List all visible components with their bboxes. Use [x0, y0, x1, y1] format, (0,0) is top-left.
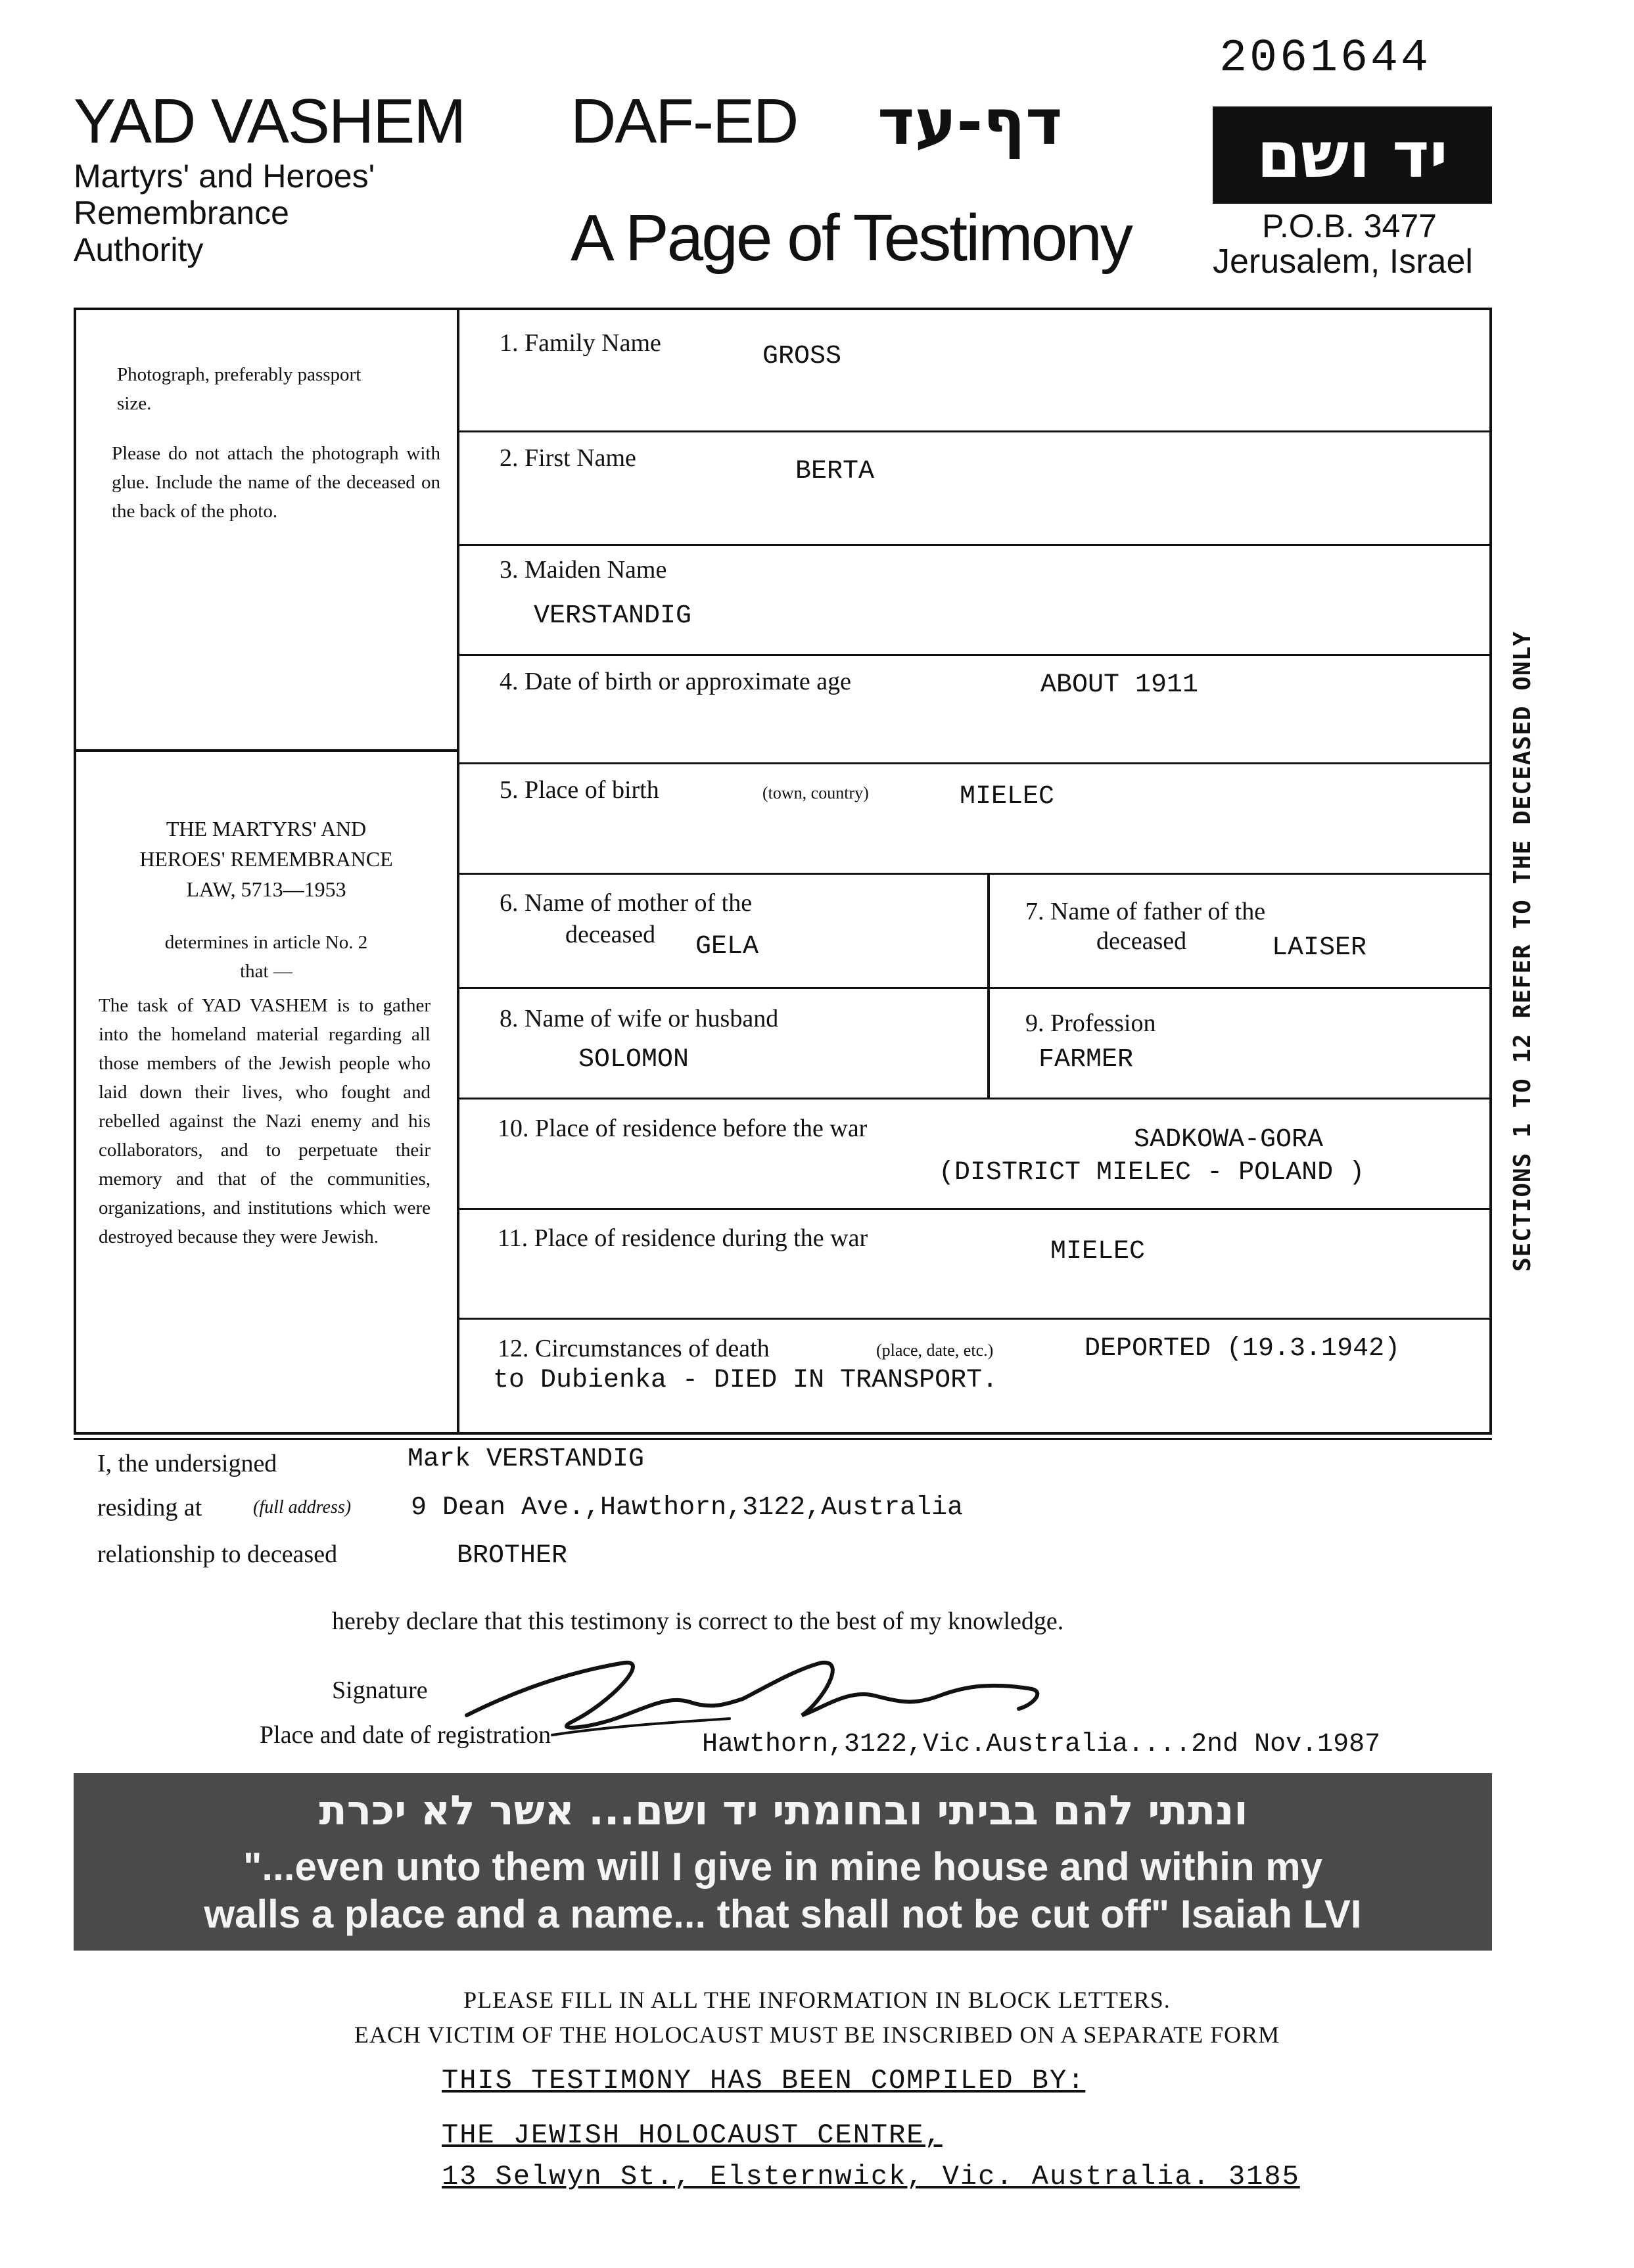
compiler-organization: THE JEWISH HOLOCAUST CENTRE,: [442, 2119, 943, 2151]
city-address: Jerusalem, Israel: [1213, 243, 1473, 281]
undersigned-label: I, the undersigned: [97, 1450, 277, 1477]
row-split-divider: [987, 873, 990, 1098]
row-divider: [458, 654, 1492, 656]
family-name-label: 1. Family Name: [500, 329, 661, 357]
row-divider: [458, 1318, 1492, 1320]
row-divider: [458, 762, 1492, 764]
maiden-name-value: VERSTANDIG: [534, 601, 692, 631]
daf-ed-title: DAF-ED: [571, 86, 798, 156]
org-subtitle: [74, 158, 375, 268]
signature-label: Signature: [332, 1677, 428, 1704]
form-bottom-line: [74, 1438, 1492, 1440]
law-title: [99, 814, 434, 904]
first-name-value: BERTA: [795, 457, 875, 486]
wartime-residence-value: MIELEC: [1050, 1237, 1146, 1266]
birth-date-label: 4. Date of birth or approximate age: [500, 668, 851, 695]
mother-name-label-2: deceased: [565, 921, 656, 948]
death-circumstances-hint: (place, date, etc.): [876, 1341, 994, 1360]
org-name: YAD VASHEM: [74, 86, 465, 156]
banner-english-line-2: walls a place and a name... that shall not be cut off" Isaiah LVI: [204, 1892, 1362, 1936]
profession-label: 9. Profession: [1025, 1009, 1156, 1037]
sections-note: SECTIONS 1 TO 12 REFER TO THE DECEASED ONLY: [1509, 631, 1536, 1272]
left-section-divider: [74, 749, 458, 752]
yad-vashem-logo: יד ושם: [1213, 106, 1492, 204]
residing-hint: (full address): [253, 1497, 352, 1517]
residing-label: residing at: [97, 1494, 202, 1521]
first-name-label: 2. First Name: [500, 444, 636, 472]
prewar-residence-label: 10. Place of residence before the war: [498, 1115, 868, 1142]
mother-name-label: 6. Name of mother of the: [500, 889, 753, 917]
father-name-label: 7. Name of father of the: [1025, 898, 1266, 925]
prewar-residence-district: (DISTRICT MIELEC - POLAND ): [939, 1158, 1365, 1188]
row-divider: [458, 1208, 1492, 1210]
father-name-value: LAISER: [1272, 933, 1367, 963]
row-divider: [458, 430, 1492, 432]
registration-label: Place and date of registration: [260, 1721, 551, 1749]
org-subtitle-line: Martyrs' and Heroes': [74, 158, 375, 195]
declaration-statement: hereby declare that this testimony is correct to the best of my knowledge.: [332, 1608, 1064, 1635]
po-box: P.O.B. 3477: [1262, 208, 1437, 244]
org-subtitle-line: Remembrance: [74, 195, 289, 231]
isaiah-quote-banner: [74, 1773, 1492, 1951]
birthplace-label: 5. Place of birth: [500, 776, 659, 804]
birth-date-value: ABOUT 1911: [1040, 670, 1199, 700]
death-circumstances-value: DEPORTED (19.3.1942): [1085, 1334, 1401, 1364]
registration-value: Hawthorn,3122,Vic.Australia....2nd Nov.1987: [702, 1730, 1381, 1759]
page-title: A Page of Testimony: [571, 201, 1131, 275]
column-divider: [457, 308, 459, 1435]
banner-hebrew: ונתתי להם בביתי ובחומתי יד ושם... אשר לא יכרת: [319, 1786, 1248, 1834]
birthplace-hint: (town, country): [762, 783, 869, 802]
wartime-residence-label: 11. Place of residence during the war: [498, 1224, 868, 1252]
photo-instruction-glue: Please do not attach the photograph with glue. Include the name of the deceased on the back of the photo.: [112, 443, 440, 522]
family-name-value: GROSS: [762, 342, 842, 371]
spouse-name-label: 8. Name of wife or husband: [500, 1005, 779, 1032]
row-divider: [458, 544, 1492, 546]
profession-value: FARMER: [1039, 1045, 1134, 1075]
law-title-line: THE MARTYRS' AND: [166, 817, 367, 841]
document-number: 2061644: [1219, 33, 1432, 85]
residing-value: 9 Dean Ave.,Hawthorn,3122,Australia: [411, 1493, 964, 1523]
compiled-by-heading: THIS TESTIMONY HAS BEEN COMPILED BY:: [442, 2065, 1086, 2096]
prewar-residence-value: SADKOWA-GORA: [1134, 1125, 1324, 1155]
law-article-line: determines in article No. 2: [164, 932, 368, 953]
maiden-name-label: 3. Maiden Name: [500, 556, 667, 584]
law-article-line: that —: [240, 961, 292, 982]
row-divider: [458, 1098, 1492, 1099]
mother-name-value: GELA: [695, 932, 759, 961]
death-circumstances-label: 12. Circumstances of death: [498, 1335, 770, 1362]
daf-ed-hebrew-title: דף-עד: [877, 85, 1063, 159]
law-article: [99, 928, 434, 986]
law-title-line: LAW, 5713—1953: [186, 877, 346, 901]
row-divider: [458, 873, 1492, 875]
instruction-separate-form: EACH VICTIM OF THE HOLOCAUST MUST BE INSCRIBED ON A SEPARATE FORM: [354, 2022, 1280, 2048]
relationship-value: BROTHER: [457, 1541, 568, 1571]
birthplace-value: MIELEC: [960, 782, 1055, 812]
law-text: The task of YAD VASHEM is to gather into the homeland material regarding all those members of the Jewish people who laid down their lives, who fought and rebelled against the Nazi enemy and his collaborators, and to perpetuate their memory and that of the communities, organizations, and institutions which were destroyed because they were Jewish.: [99, 995, 431, 1247]
photo-instruction-size: Photograph, preferably passport size.: [117, 364, 362, 414]
org-subtitle-line: Authority: [74, 231, 204, 268]
death-circumstances-value-2: to Dubienka - DIED IN TRANSPORT.: [493, 1366, 998, 1395]
father-name-label-2: deceased: [1096, 927, 1187, 955]
row-divider: [458, 987, 1492, 989]
instruction-block-letters: PLEASE FILL IN ALL THE INFORMATION IN BLOCK LETTERS.: [463, 1987, 1171, 2013]
banner-english-line-1: "...even unto them will I give in mine house and within my: [243, 1845, 1322, 1889]
spouse-name-value: SOLOMON: [578, 1045, 689, 1075]
undersigned-value: Mark VERSTANDIG: [408, 1445, 645, 1474]
law-title-line: HEROES' REMEMBRANCE: [139, 847, 393, 871]
relationship-label: relationship to deceased: [97, 1540, 338, 1568]
compiler-address: 13 Selwyn St., Elsternwick, Vic. Australia. 3185: [442, 2161, 1300, 2192]
